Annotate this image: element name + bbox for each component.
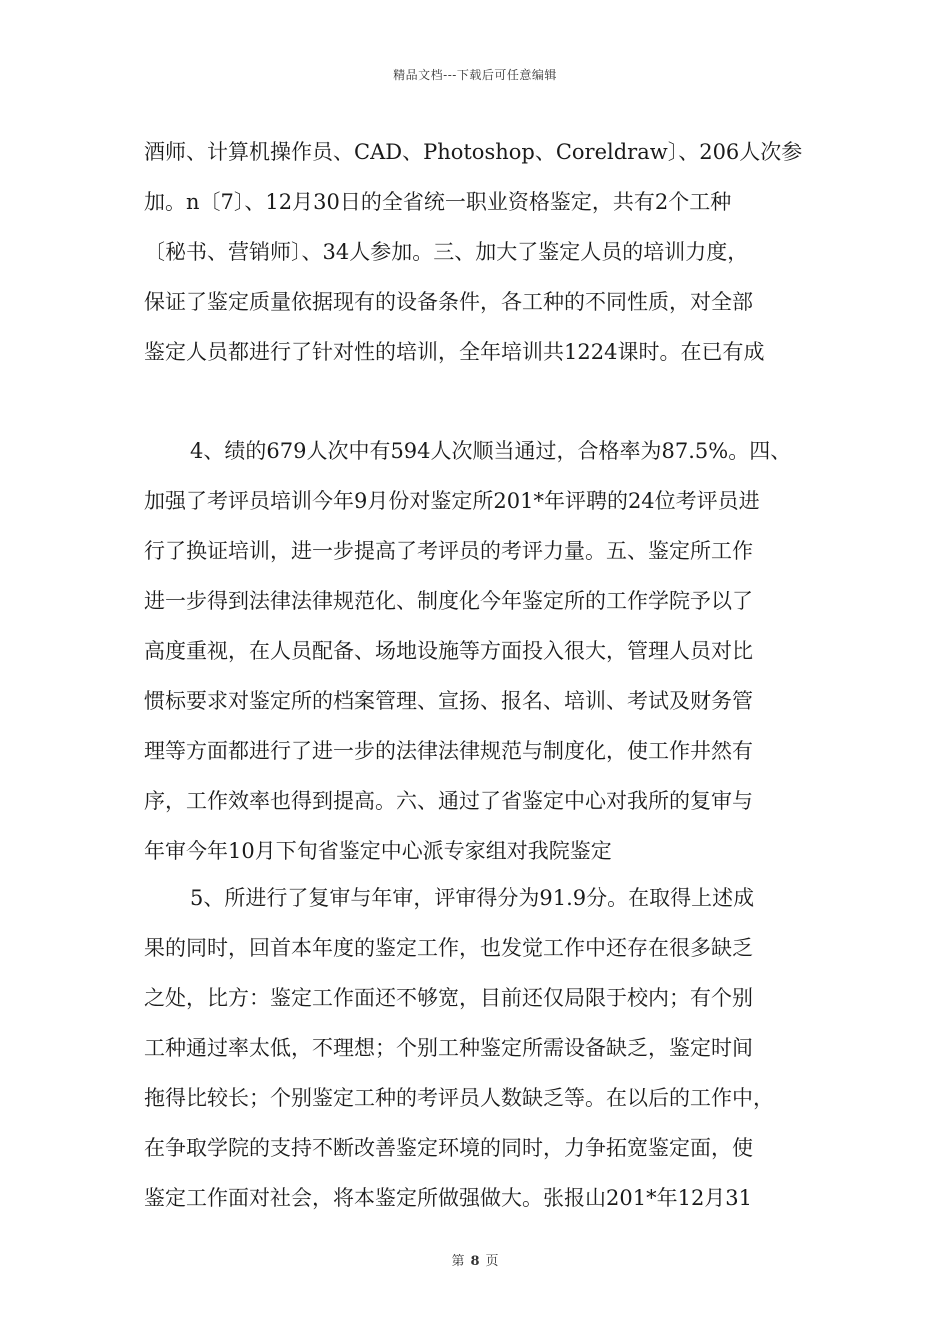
text-line: 年审今年10月下旬省鉴定中心派专家组对我院鉴定 (144, 839, 612, 863)
text-line: 〔秘书、营销师〕、34人参加。三、加大了鉴定人员的培训力度， (144, 240, 749, 264)
text-line: 加。n〔7〕、12月30日的全省统一职业资格鉴定，共有2个工种 (144, 190, 732, 214)
text-line: 工种通过率太低，不理想；个别工种鉴定所需设备缺乏，鉴定时间 (144, 1036, 753, 1060)
text-line: 在争取学院的支持不断改善鉴定环境的同时，力争拓宽鉴定面，使 (144, 1136, 753, 1160)
text-line: 加强了考评员培训今年9月份对鉴定所201*年评聘的24位考评员进 (144, 489, 760, 513)
page-number: 8 (470, 1254, 480, 1269)
text-line: 进一步得到法律法律规范化、制度化今年鉴定所的工作学院予以了 (144, 589, 753, 613)
page-header: 精品文档---下载后可任意编辑 (393, 68, 557, 82)
text-line: 理等方面都进行了进一步的法律法律规范与制度化，使工作井然有 (144, 739, 753, 763)
text-line: 鉴定人员都进行了针对性的培训，全年培训共1224课时。在已有成 (144, 340, 765, 364)
text-line: 高度重视，在人员配备、场地设施等方面投入很大，管理人员对比 (144, 639, 753, 663)
text-line: 酒师、计算机操作员、CAD、Photoshop、Coreldraw〕、206人次参 (144, 140, 803, 164)
paragraph-3 (144, 873, 814, 1223)
text-line: 行了换证培训，进一步提高了考评员的考评力量。五、鉴定所工作 (144, 539, 753, 563)
text-line: 惯标要求对鉴定所的档案管理、宣扬、报名、培训、考试及财务管 (144, 689, 753, 713)
text-line: 保证了鉴定质量依据现有的设备条件，各工种的不同性质，对全部 (144, 290, 753, 314)
page-prefix: 第 (451, 1254, 465, 1269)
page-suffix: 页 (485, 1254, 499, 1269)
text-line: 鉴定工作面对社会，将本鉴定所做强做大。张报山201*年12月31 (144, 1186, 753, 1210)
text-line: 序，工作效率也得到提高。六、通过了省鉴定中心对我所的复审与 (144, 789, 753, 813)
paragraph-1 (144, 127, 814, 377)
text-line: 拖得比较长；个别鉴定工种的考评员人数缺乏等。在以后的工作中， (144, 1086, 774, 1110)
text-line: 5、所进行了复审与年审，评审得分为91.9分。在取得上述成 (190, 886, 755, 910)
paragraph-2 (144, 426, 814, 876)
page-footer (0, 1250, 950, 1269)
text-line: 果的同时，回首本年度的鉴定工作，也发觉工作中还存在很多缺乏 (144, 936, 753, 960)
text-line: 之处，比方：鉴定工作面还不够宽，目前还仅局限于校内；有个别 (144, 986, 753, 1010)
text-line: 4、绩的679人次中有594人次顺当通过，合格率为87.5%。四、 (190, 439, 792, 463)
